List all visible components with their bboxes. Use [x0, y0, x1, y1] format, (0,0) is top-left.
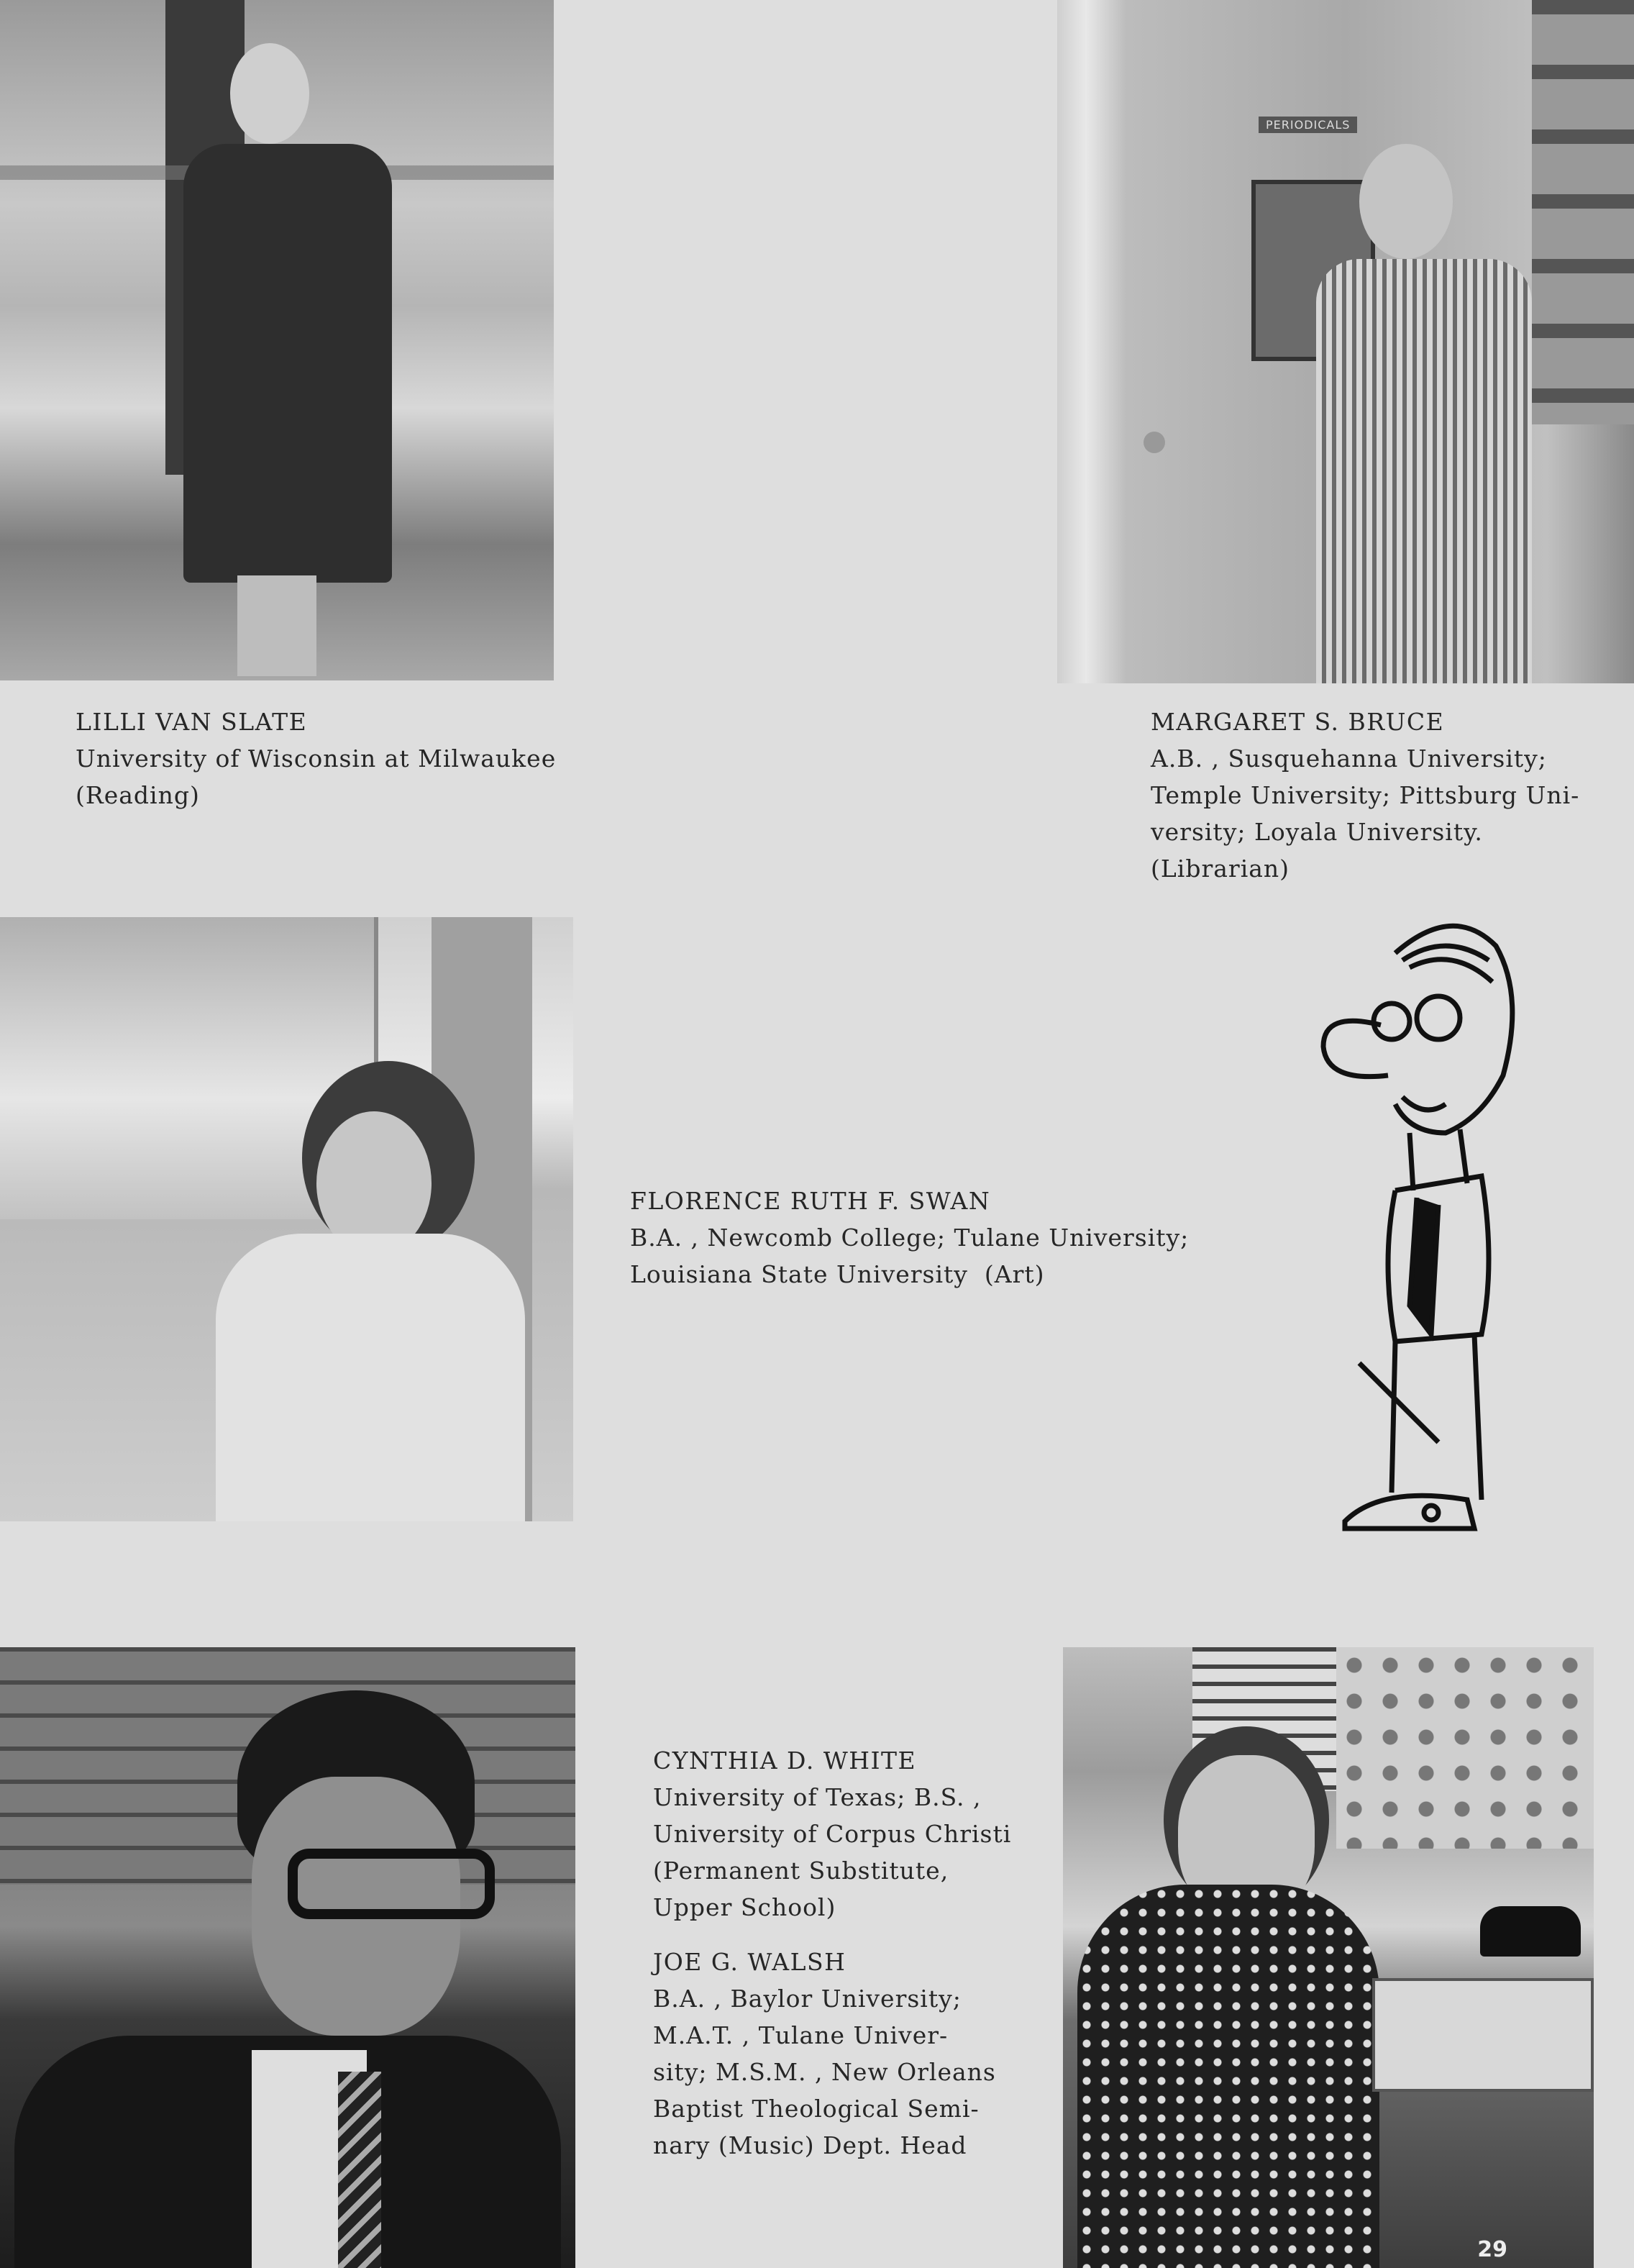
caption-line: B.A. , Baylor University; [653, 1985, 962, 2013]
tie [1410, 1198, 1438, 1334]
caption-line: (Permanent Substitute, [653, 1857, 949, 1885]
photo-joe-walsh [0, 1647, 575, 2268]
patterned-dress [1077, 1885, 1379, 2268]
caption-joe-walsh [653, 1944, 996, 2164]
photo-florence-swan [0, 917, 573, 1521]
patterned-curtain [1336, 1647, 1594, 1849]
door-knob [1144, 432, 1165, 453]
caption-florence-swan [630, 1183, 1189, 1293]
person-name: JOE G. WALSH [653, 1948, 846, 1976]
shoe-eyelet [1424, 1506, 1438, 1520]
head [1359, 144, 1453, 259]
photo-lilli-van-slate [0, 0, 554, 680]
smile [1402, 1097, 1446, 1110]
photo-cynthia-white [1063, 1647, 1594, 2268]
head [230, 43, 309, 144]
glasses [288, 1849, 495, 1919]
striped-suit [1316, 259, 1532, 683]
page-number: 29 [1477, 2237, 1507, 2262]
bookshelf [1532, 0, 1634, 424]
periodicals-sign: PERIODICALS [1259, 117, 1357, 133]
glasses-left [1374, 1003, 1410, 1039]
hair-line [1410, 960, 1492, 982]
caption-line: Louisiana State University (Art) [630, 1260, 1045, 1288]
cartoon-teacher-illustration [1266, 903, 1568, 1622]
caption-line: A.B. , Susquehanna University; [1151, 744, 1547, 773]
person-name: LILLI VAN SLATE [76, 708, 308, 736]
card-file-box [1372, 1978, 1594, 2092]
striped-tie [338, 2072, 381, 2268]
caption-line: Temple University; Pittsburg Uni- [1151, 781, 1580, 809]
person-name: CYNTHIA D. WHITE [653, 1746, 917, 1775]
telephone [1480, 1906, 1581, 1957]
caption-margaret-bruce [1151, 703, 1579, 887]
glasses-right [1417, 996, 1460, 1039]
caption-line: Upper School) [653, 1893, 836, 1921]
caption-lilli-van-slate [76, 703, 556, 814]
legs [237, 575, 316, 676]
caption-line: B.A. , Newcomb College; Tulane University; [630, 1224, 1190, 1252]
shirt [1388, 1176, 1489, 1342]
caption-line: nary (Music) Dept. Head [653, 2131, 967, 2159]
caption-line: sity; M.S.M. , New Orleans [653, 2058, 996, 2086]
caption-line: Baptist Theological Semi- [653, 2095, 980, 2123]
trousers [1392, 1334, 1482, 1500]
caption-line: University of Corpus Christi [653, 1820, 1012, 1848]
person-name: MARGARET S. BRUCE [1151, 708, 1445, 736]
caption-cynthia-white [653, 1742, 1011, 1926]
caption-line: (Reading) [76, 781, 200, 809]
pointer-stick [1359, 1363, 1438, 1442]
person-name: FLORENCE RUTH F. SWAN [630, 1187, 991, 1215]
cardigan [216, 1234, 525, 1521]
caption-line: University of Wisconsin at Milwaukee [76, 744, 557, 773]
photo-margaret-bruce [1057, 0, 1634, 683]
nose [1323, 1021, 1388, 1076]
caption-line: University of Texas; B.S. , [653, 1783, 982, 1811]
dress [183, 144, 392, 583]
shoe [1345, 1495, 1474, 1529]
caption-line: (Librarian) [1151, 855, 1290, 883]
caption-line: versity; Loyala University. [1151, 818, 1483, 846]
caption-line: M.A.T. , Tulane Univer- [653, 2021, 949, 2049]
